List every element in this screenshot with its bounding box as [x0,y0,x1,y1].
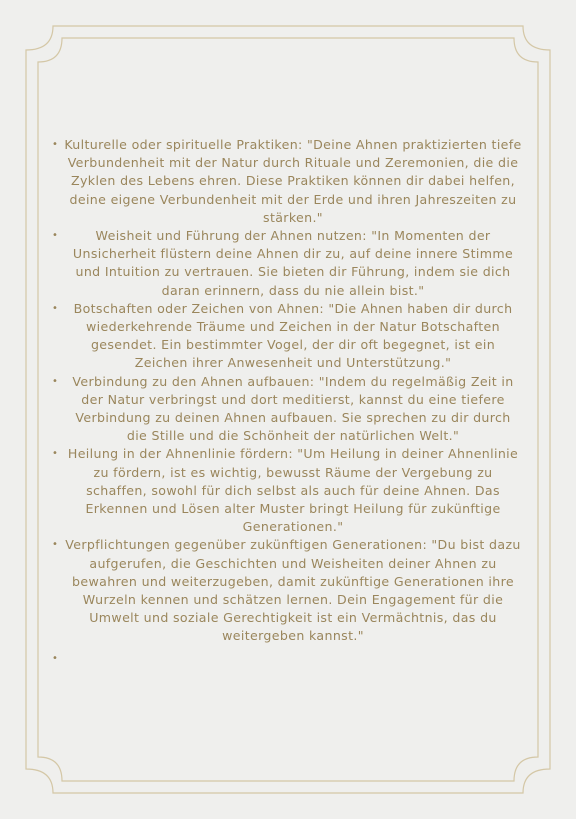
bullet-marker: • [52,139,59,150]
list-item-text: Botschaften oder Zeichen von Ahnen: "Die Ahnen haben dir durch wiederkehrende Träume und Zeichen in der Natur Botschaften gesendet. Ein bestimmter Vogel, der dir oft begegnet, ist ein Zeichen ihrer Anwesenheit und Unterstützung." [73,300,513,371]
list-item [52,227,524,300]
list-item-text: Heilung in der Ahnenlinie fördern: "Um Heilung in deiner Ahnenlinie zu fördern, ist es wichtig, bewusst Räume der Vergebung zu schaffen, sowohl für dich selbst als auch für deine Ahnen. Das Erkennen und Lösen alter Muster bringt Heilung für zukünftige Generationen." [67,446,519,535]
list-item [52,300,524,373]
bullet-marker: • [52,539,59,551]
list-item [52,136,524,227]
list-item-text: Verpflichtungen gegenüber zukünftigen Generationen: "Du bist dazu aufgerufen, die Geschichten und Weisheiten deiner Ahnen zu bewahren und weiterzugeben, damit zukünftige Generationen ihre Wurzeln kennen und schätzen lernen. Dein Engagement für die Umwelt und soziale Gerechtigkeit ist ein Vermächtnis, das du weitergeben kannst." [65,537,521,644]
list-item [52,445,524,536]
bullet-marker: • [52,302,59,314]
empty-list-item [52,650,524,672]
bullet-list [52,136,524,672]
bullet-marker: • [52,375,59,387]
bullet-marker: • [52,652,59,664]
list-item [52,536,524,645]
document-body [52,136,524,672]
bullet-marker: • [52,230,59,242]
list-item [52,373,524,446]
list-item-text: Weisheit und Führung der Ahnen nutzen: "In Momenten der Unsicherheit flüstern deine Ahnen dir zu, auf deine innere Stimme und Intuition zu vertrauen. Sie bieten dir Führung, indem sie dich daran erinnern, dass du nie allein bist." [72,228,514,298]
list-item-text: Kulturelle oder spirituelle Praktiken: "Deine Ahnen praktizierten tiefe Verbundenheit mit der Natur durch Rituale und Zeremonien, die die Zyklen des Lebens ehren. Diese Praktiken können dir dabei helfen, deine eigene Verbundenheit mit der Erde und ihren Jahreszeiten zu stärken." [64,137,522,225]
list-item-text: Verbindung zu den Ahnen aufbauen: "Indem du regelmäßig Zeit in der Natur verbringst und dort meditierst, kannst du eine tiefere Verbindung zu deinen Ahnen aufbauen. Sie sprechen zu dir durch die Stille und die Schönheit der natürlichen Welt." [72,373,514,444]
bullet-marker: • [52,448,59,460]
